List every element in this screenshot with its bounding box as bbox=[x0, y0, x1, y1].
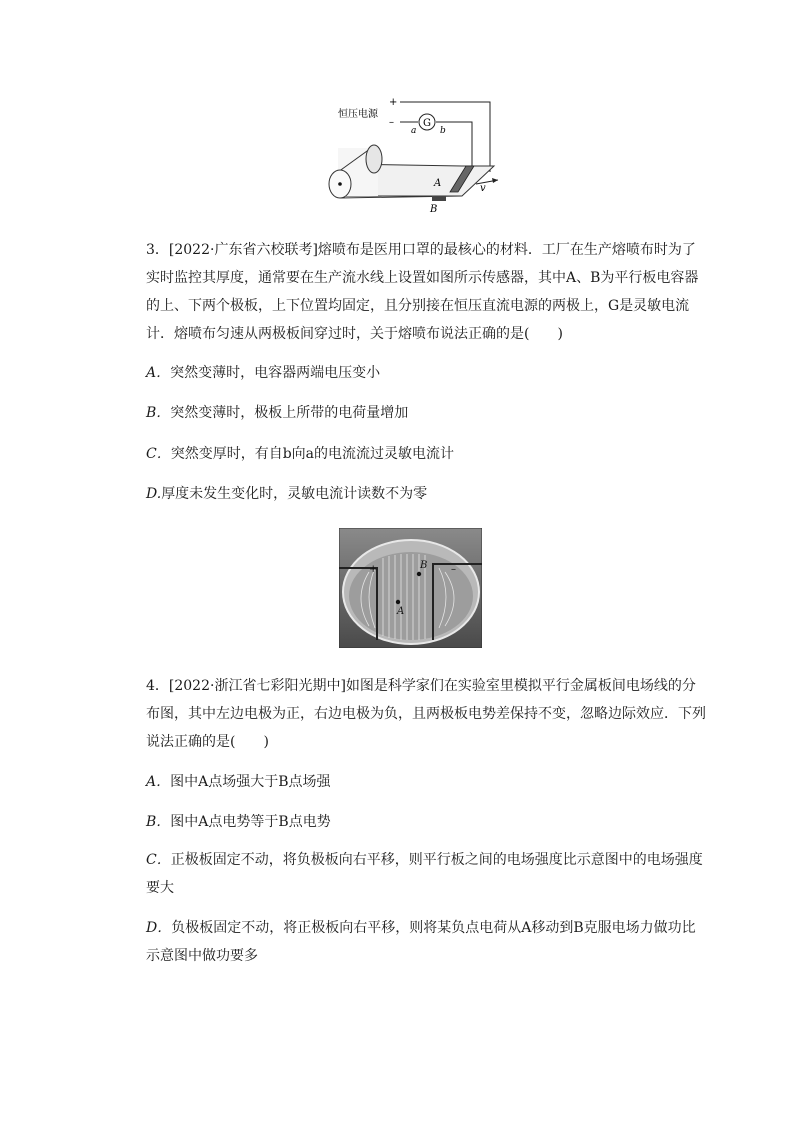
point-b-marker bbox=[417, 572, 421, 576]
option-label: A． bbox=[146, 774, 171, 790]
power-label: 恒压电源 bbox=[338, 109, 378, 120]
question-4-stem: 4．[2022·浙江省七彩阳光期中]如图是科学家们在实验室里模拟平行金属板间电场线的分布图，其中左边电极为正，右边电极为负，且两极板电势差保持不变，忽略边际效应．下列说法正确的是( ) bbox=[146, 678, 706, 750]
option-label: D. bbox=[146, 486, 162, 502]
q3-option-b bbox=[146, 403, 408, 423]
velocity-label: v bbox=[480, 183, 486, 194]
plate-b-label: B bbox=[430, 204, 438, 215]
point-a-label: A bbox=[397, 606, 405, 617]
option-text: 正极板固定不动，将负极板向右平移，则平行板之间的电场强度比示意图中的电场强度要大 bbox=[146, 852, 703, 896]
option-text: 图中A点场强大于B点场强 bbox=[170, 774, 331, 790]
galvanometer-label: G bbox=[423, 118, 431, 129]
q4-option-a bbox=[146, 772, 331, 792]
point-a-marker bbox=[396, 600, 400, 604]
node-b-label: b bbox=[440, 126, 446, 136]
option-text: 厚度未发生变化时，灵敏电流计读数不为零 bbox=[161, 486, 428, 502]
sensor-diagram bbox=[322, 92, 502, 216]
field-lines-photo bbox=[339, 528, 482, 648]
option-label: D． bbox=[146, 920, 172, 936]
question-3-stem: 3．[2022·广东省六校联考]熔喷布是医用口罩的最核心的材料．工厂在生产熔喷布时为了实时监控其厚度，通常要在生产流水线上设置如图所示传感器，其中A、B为平行板电容器的上、下两个极板，上下位置均固定，且分别接在恒压直流电源的两极上，G是灵敏电流计．熔喷布匀速从两极板间穿过时，关于熔喷布说法正确的是( ) bbox=[146, 242, 699, 342]
option-label: C． bbox=[146, 852, 171, 868]
q3-option-c bbox=[146, 444, 454, 464]
q4-option-c bbox=[146, 846, 706, 902]
point-b-label: B bbox=[420, 560, 428, 571]
minus-sign: – bbox=[389, 117, 394, 128]
roller-right-end bbox=[366, 145, 382, 173]
negative-sign: – bbox=[451, 564, 456, 575]
q3-option-d bbox=[146, 484, 427, 504]
plate-b bbox=[432, 196, 446, 201]
q4-option-b bbox=[146, 812, 331, 832]
velocity-arrowhead-icon bbox=[492, 178, 498, 183]
roller-axle bbox=[338, 182, 342, 186]
positive-sign: + bbox=[369, 564, 378, 575]
option-label: A． bbox=[146, 365, 171, 381]
option-label: C． bbox=[146, 446, 171, 462]
option-text: 突然变薄时，电容器两端电压变小 bbox=[170, 365, 381, 381]
option-label: B． bbox=[146, 405, 171, 421]
q4-option-d bbox=[146, 914, 706, 970]
plate-a-label: A bbox=[434, 178, 442, 189]
option-label: B． bbox=[146, 814, 171, 830]
option-text: 图中A点电势等于B点电势 bbox=[170, 814, 331, 830]
wire-positive bbox=[400, 102, 490, 172]
option-text: 突然变厚时，有自b向a的电流流过灵敏电流计 bbox=[170, 446, 455, 462]
plus-sign: + bbox=[389, 97, 398, 108]
option-text: 突然变薄时，极板上所带的电荷量增加 bbox=[170, 405, 409, 421]
q3-option-a bbox=[146, 363, 380, 383]
option-text: 负极板固定不动，将正极板向右平移，则将某负点电荷从A移动到B克服电场力做功比示意图中做功要多 bbox=[146, 920, 696, 964]
node-a-label: a bbox=[411, 126, 417, 136]
